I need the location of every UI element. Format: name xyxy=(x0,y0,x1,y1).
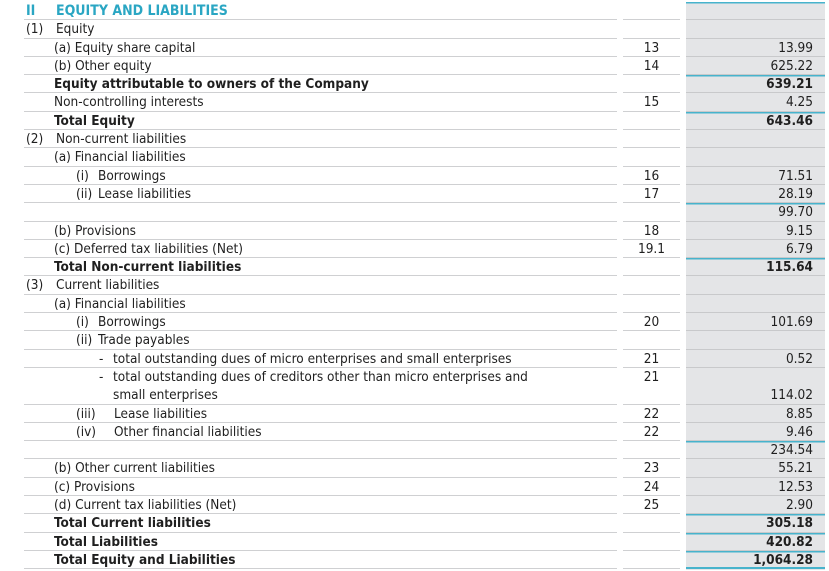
row-label: (1) Equity xyxy=(24,20,617,38)
note-cell xyxy=(623,112,680,130)
amount-cell xyxy=(686,295,825,313)
amount-cell: 71.51 xyxy=(686,167,825,185)
row-label: Total Liabilities xyxy=(24,533,617,551)
note-cell: 23 xyxy=(623,459,680,477)
row-label: (iii) Lease liabilities xyxy=(24,405,617,423)
amount-cell: 1,064.28 xyxy=(686,551,825,569)
row-label: Total Non-current liabilities xyxy=(24,258,617,276)
note-cell: 14 xyxy=(623,57,680,75)
total-row xyxy=(24,533,825,551)
row-label: (a) Financial liabilities xyxy=(24,148,617,166)
table-row xyxy=(24,350,825,368)
balance-sheet-table xyxy=(24,2,825,569)
note-cell: 21 xyxy=(623,368,680,405)
row-label: (b) Other equity xyxy=(24,57,617,75)
note-cell: 20 xyxy=(623,313,680,331)
note-cell: 22 xyxy=(623,405,680,423)
note-cell xyxy=(623,75,680,93)
note-cell xyxy=(623,295,680,313)
amount-cell: 2.90 xyxy=(686,496,825,514)
row-label: Non-controlling interests xyxy=(24,93,617,111)
note-cell xyxy=(623,276,680,294)
amount-cell: 420.82 xyxy=(686,533,825,551)
amount-cell: 6.79 xyxy=(686,240,825,258)
table-row xyxy=(24,130,825,148)
note-cell: 16 xyxy=(623,167,680,185)
note-cell xyxy=(623,130,680,148)
note-cell: 17 xyxy=(623,185,680,203)
amount-cell: 305.18 xyxy=(686,514,825,532)
note-cell xyxy=(623,20,680,38)
amount-cell: 55.21 xyxy=(686,459,825,477)
total-row xyxy=(24,514,825,532)
section-heading: II EQUITY AND LIABILITIES xyxy=(24,2,617,20)
row-label: (2) Non-current liabilities xyxy=(24,130,617,148)
note-cell: 25 xyxy=(623,496,680,514)
total-row xyxy=(24,112,825,130)
row-label xyxy=(24,203,617,221)
amount-cell: 13.99 xyxy=(686,39,825,57)
amount-cell xyxy=(686,331,825,349)
amount-cell xyxy=(686,20,825,38)
note-cell xyxy=(623,551,680,569)
note-cell: 13 xyxy=(623,39,680,57)
note-cell xyxy=(623,258,680,276)
note-cell: 24 xyxy=(623,478,680,496)
amount-cell: 639.21 xyxy=(686,75,825,93)
table-row xyxy=(24,331,825,349)
table-row xyxy=(24,368,825,405)
amount-cell: 625.22 xyxy=(686,57,825,75)
table-row xyxy=(24,93,825,111)
amount-cell: 234.54 xyxy=(686,441,825,459)
amount-cell xyxy=(686,130,825,148)
amount-cell: 0.52 xyxy=(686,350,825,368)
table-row xyxy=(24,185,825,203)
amount-cell: 9.15 xyxy=(686,222,825,240)
note-cell: 18 xyxy=(623,222,680,240)
table-row xyxy=(24,20,825,38)
table-row xyxy=(24,295,825,313)
subtotal-row xyxy=(24,441,825,459)
table-row xyxy=(24,240,825,258)
amount-cell xyxy=(686,148,825,166)
row-label: Total Current liabilities xyxy=(24,514,617,532)
note-cell: 15 xyxy=(623,93,680,111)
row-label: (ii) Trade payables xyxy=(24,331,617,349)
amount-cell: 101.69 xyxy=(686,313,825,331)
note-cell xyxy=(623,533,680,551)
amount-cell xyxy=(686,2,825,20)
row-label: Equity attributable to owners of the Company xyxy=(24,75,617,93)
grand-total-row xyxy=(24,551,825,569)
table-row xyxy=(24,276,825,294)
table-row xyxy=(24,57,825,75)
note-cell xyxy=(623,148,680,166)
section-heading-row xyxy=(24,2,825,20)
row-label: - total outstanding dues of micro enterprises and small enterprises xyxy=(24,350,617,368)
note-cell xyxy=(623,441,680,459)
note-cell xyxy=(623,2,680,20)
amount-cell: 115.64 xyxy=(686,258,825,276)
table-row xyxy=(24,39,825,57)
row-label: Total Equity and Liabilities xyxy=(24,551,617,569)
note-cell: 21 xyxy=(623,350,680,368)
table-row xyxy=(24,496,825,514)
amount-cell: 4.25 xyxy=(686,93,825,111)
table-row xyxy=(24,313,825,331)
amount-cell: 99.70 xyxy=(686,203,825,221)
row-label: - total outstanding dues of creditors other than micro enterprises and small enterprises xyxy=(24,368,617,405)
row-label: (b) Other current liabilities xyxy=(24,459,617,477)
note-cell xyxy=(623,331,680,349)
row-label: (b) Provisions xyxy=(24,222,617,240)
table-row xyxy=(24,459,825,477)
row-label xyxy=(24,441,617,459)
amount-cell: 12.53 xyxy=(686,478,825,496)
row-label: (i) Borrowings xyxy=(24,167,617,185)
row-label: (a) Equity share capital xyxy=(24,39,617,57)
subtotal-row xyxy=(24,75,825,93)
amount-cell: 8.85 xyxy=(686,405,825,423)
row-label: Total Equity xyxy=(24,112,617,130)
table-row xyxy=(24,167,825,185)
row-label: (ii) Lease liabilities xyxy=(24,185,617,203)
row-label: (i) Borrowings xyxy=(24,313,617,331)
row-label: (c) Provisions xyxy=(24,478,617,496)
amount-cell: 28.19 xyxy=(686,185,825,203)
table-row xyxy=(24,423,825,441)
table-row xyxy=(24,405,825,423)
note-cell xyxy=(623,514,680,532)
row-label: (3) Current liabilities xyxy=(24,276,617,294)
row-label: (a) Financial liabilities xyxy=(24,295,617,313)
row-label: (c) Deferred tax liabilities (Net) xyxy=(24,240,617,258)
subtotal-row xyxy=(24,203,825,221)
row-label: (d) Current tax liabilities (Net) xyxy=(24,496,617,514)
table-row xyxy=(24,478,825,496)
note-cell: 22 xyxy=(623,423,680,441)
note-cell: 19.1 xyxy=(623,240,680,258)
amount-cell: 643.46 xyxy=(686,112,825,130)
total-row xyxy=(24,258,825,276)
table-row xyxy=(24,148,825,166)
amount-cell: 9.46 xyxy=(686,423,825,441)
amount-cell xyxy=(686,276,825,294)
row-label: (iv) Other financial liabilities xyxy=(24,423,617,441)
table-row xyxy=(24,222,825,240)
note-cell xyxy=(623,203,680,221)
amount-cell: 114.02 xyxy=(686,368,825,405)
